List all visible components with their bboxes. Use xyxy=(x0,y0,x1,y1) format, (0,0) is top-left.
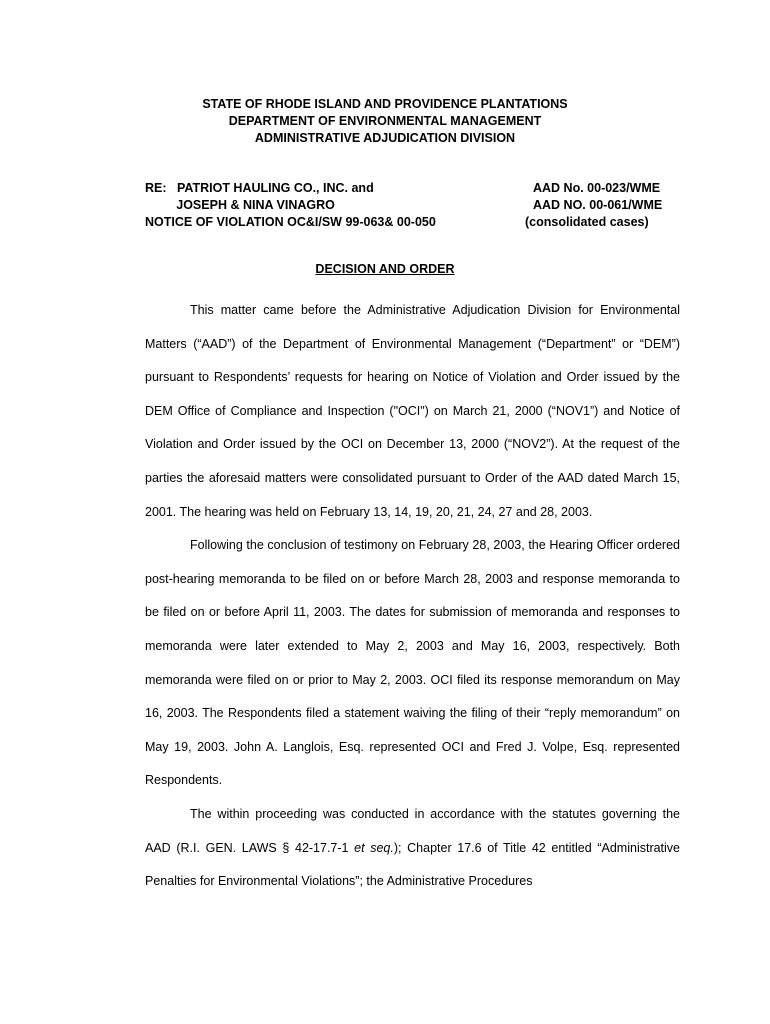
caption-re-line-1: RE: PATRIOT HAULING CO., INC. and xyxy=(145,181,374,195)
document-body xyxy=(145,294,680,899)
paragraph-3-part-b: ); Chapter 17.6 of Title 42 entitled “Administrative Penalties for Environmental Violations”; the Administrative Procedures xyxy=(145,840,681,889)
decision-title: DECISION AND ORDER xyxy=(315,262,455,276)
header-state: STATE OF RHODE ISLAND AND PROVIDENCE PLANTATIONS xyxy=(202,97,568,111)
header-department: DEPARTMENT OF ENVIRONMENTAL MANAGEMENT xyxy=(228,114,542,128)
caption-consolidated-note: (consolidated cases) xyxy=(525,215,649,229)
paragraph-3-italic: et seq. xyxy=(354,840,394,855)
document-header xyxy=(0,96,770,147)
caption-notice-of-violation: NOTICE OF VIOLATION OC&I/SW 99-063& 00-050 xyxy=(145,215,436,229)
paragraph-3-part-a: The within proceeding was conducted in accordance with the statutes governing the AAD (R.I. GEN. LAWS § 42-17.7-1 xyxy=(145,806,680,855)
paragraph-3 xyxy=(145,798,680,899)
paragraph-1: This matter came before the Administrative Adjudication Division for Environmental Matters (“AAD”) of the Department of Environmental Management (“Department” or “DEM”) pursuant to Respondents’ requests for hearing on Notice of Violation and Order issued by the DEM Office of Compliance and Inspection ("OCI") on March 21, 2000 (“NOV1”) and Notice of Violation and Order issued by the OCI on December 13, 2000 (“NOV2”). At the request of the parties the aforesaid matters were consolidated pursuant to Order of the AAD dated March 15, 2001. The hearing was held on February 13, 14, 19, 20, 21, 24, 27 and 28, 2003. xyxy=(145,303,680,519)
case-caption xyxy=(145,180,685,231)
caption-case-number-1: AAD No. 00-023/WME xyxy=(533,181,661,195)
caption-re-line-2: JOSEPH & NINA VINAGRO xyxy=(145,198,335,212)
paragraph-2: Following the conclusion of testimony on February 28, 2003, the Hearing Officer ordered post-hearing memoranda to be filed on or before March 28, 2003 and response memoranda to be filed on or before April 11, 2003. The dates for submission of memoranda and responses to memoranda were later extended to May 2, 2003 and May 16, 2003, respectively. Both memoranda were filed on or prior to May 2, 2003. OCI filed its response memorandum on May 16, 2003. The Respondents filed a statement waiving the filing of their “reply memorandum” on May 19, 2003. John A. Langlois, Esq. represented OCI and Fred J. Volpe, Esq. represented Respondents. xyxy=(145,538,680,788)
caption-case-number-2: AAD NO. 00-061/WME xyxy=(533,198,663,212)
header-division: ADMINISTRATIVE ADJUDICATION DIVISION xyxy=(254,131,516,145)
